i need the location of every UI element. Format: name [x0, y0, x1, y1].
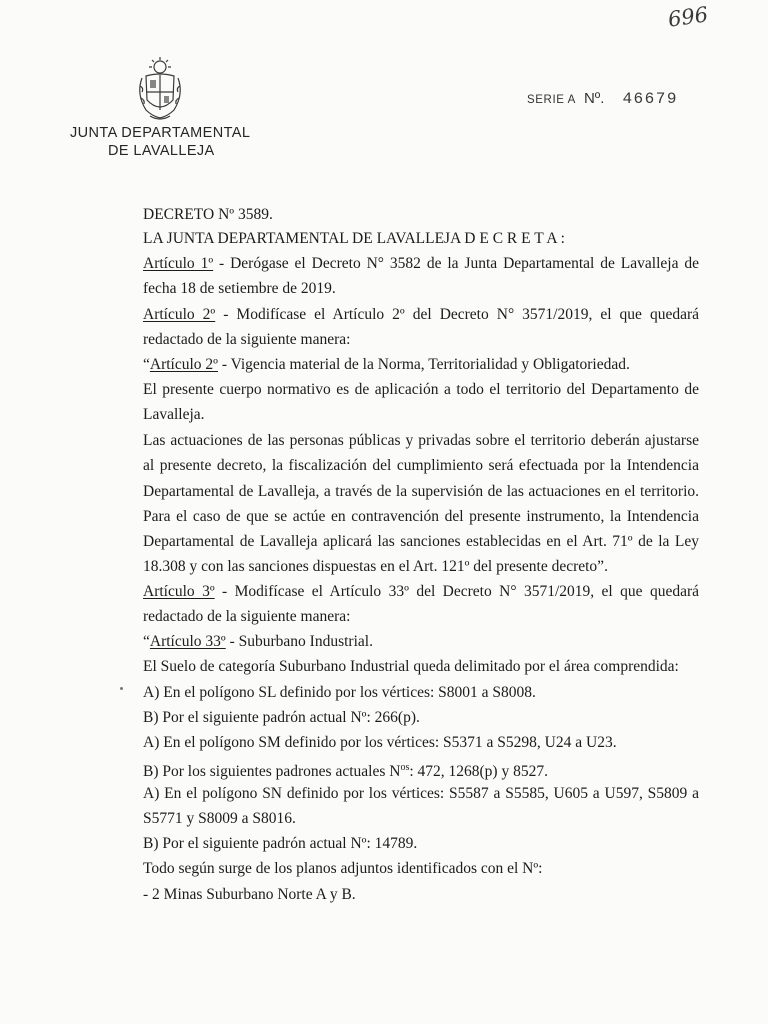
list-item-sn-polygon-line-1: A) En el polígono SN definido por los vértices: S5587 a S5585, U605 a U597, S5809 a	[143, 785, 699, 802]
paragraph-1-line-1: El presente cuerpo normativo es de aplicación a todo el territorio del Departamento de	[143, 381, 699, 398]
quoted-article-33-heading	[143, 632, 373, 652]
article-2-text: - Modifícase el Artículo 2º del Decreto N° 3571/2019, el que quedará	[215, 306, 699, 323]
list-item-sn-polygon-line-2: S5771 y S8009 a S8016.	[143, 810, 296, 827]
paragraph-3-line-2: Departamental de Lavalleja aplicará las sanciones establecidas en el Art. 71º de la Ley	[143, 533, 699, 550]
decree-preamble	[143, 229, 565, 249]
article-2-line-1	[143, 305, 699, 325]
article-3-line-2: redactado de la siguiente manera:	[143, 608, 351, 625]
list-item-padrones-values: : 472, 1268(p) y 8527.	[409, 763, 548, 781]
list-item-padron-14789: B) Por el siguiente padrón actual Nº: 14789.	[143, 835, 418, 852]
decree-number: DECRETO Nº 3589.	[143, 206, 273, 223]
superscript-os: os	[400, 762, 410, 773]
suelo-category-line: El Suelo de categoría Suburbano Industrial queda delimitado por el área comprendida:	[143, 658, 679, 675]
margin-mark	[120, 687, 123, 690]
open-quote: “	[143, 633, 150, 650]
article-1-label: Artículo 1º	[143, 255, 214, 272]
article-1-line-1	[143, 254, 699, 274]
article-1-line-2: fecha 18 de setiembre de 2019.	[143, 280, 336, 297]
organization-name-line-2: DE LAVALLEJA	[108, 143, 215, 159]
article-3-text: - Modifícase el Artículo 33º del Decreto N° 3571/2019, el que quedará	[214, 583, 699, 600]
paragraph-1-line-2: Lavalleja.	[143, 406, 205, 423]
article-3-line-1	[143, 582, 699, 602]
article-2-label: Artículo 2º	[143, 306, 216, 323]
list-item-padrones-472	[143, 758, 548, 782]
article-1-text: - Derógase el Decreto N° 3582 de la Junta Departamental de Lavalleja de	[213, 255, 699, 272]
open-quote: “	[143, 356, 150, 373]
paragraph-3-line-3: 18.308 y con las sanciones dispuestas en el Art. 121º del presente decreto”.	[143, 558, 608, 575]
quoted-article-2-title: - Vigencia material de la Norma, Territorialidad y Obligatoriedad.	[217, 356, 630, 373]
list-item-padron-266: B) Por el siguiente padrón actual Nº: 266(p).	[143, 709, 420, 726]
list-item-padrones-text: B) Por los siguientes padrones actuales N	[143, 763, 401, 781]
paragraph-2-line-1: Las actuaciones de las personas públicas y privadas sobre el territorio deberán ajustarse	[143, 432, 699, 449]
article-2-line-2: redactado de la siguiente manera:	[143, 331, 351, 348]
quoted-article-33-title: - Suburbano Industrial.	[225, 633, 373, 650]
quoted-article-2-label: Artículo 2º	[149, 356, 218, 373]
paragraph-3-line-1: Para el caso de que se actúe en contravención del presente instrumento, la Intendencia	[143, 508, 699, 525]
coat-of-arms-seal	[132, 56, 188, 124]
planos-list-item: - 2 Minas Suburbano Norte A y B.	[143, 886, 356, 903]
quoted-article-33-label: Artículo 33º	[149, 633, 226, 650]
paragraph-2-line-3: Departamental de Lavalleja, a través de la supervisión de las actuaciones en el territorio.	[143, 483, 699, 500]
decreta-word: D E C R E T A :	[464, 230, 565, 247]
planos-line: Todo según surge de los planos adjuntos identificados con el Nº:	[143, 860, 543, 877]
list-item-sl-polygon: A) En el polígono SL definido por los vértices: S8001 a S8008.	[143, 684, 536, 701]
article-3-label: Artículo 3º	[143, 583, 215, 600]
organization-name-line-1: JUNTA DEPARTAMENTAL	[70, 125, 251, 141]
handwritten-page-number: 696	[666, 2, 710, 32]
preamble-text: LA JUNTA DEPARTAMENTAL DE LAVALLEJA	[143, 230, 461, 247]
serial-number-block	[527, 90, 678, 108]
serial-label: SERIE A	[527, 94, 576, 106]
list-item-sm-polygon: A) En el polígono SM definido por los vértices: S5371 a S5298, U24 a U23.	[143, 734, 617, 751]
serial-number-label: Nº.	[583, 90, 605, 107]
quoted-article-2-heading	[143, 355, 630, 375]
serial-number: 46679	[622, 90, 678, 108]
paragraph-2-line-2: al presente decreto, la fiscalización del cumplimiento será efectuada por la Intendencia	[143, 457, 699, 474]
